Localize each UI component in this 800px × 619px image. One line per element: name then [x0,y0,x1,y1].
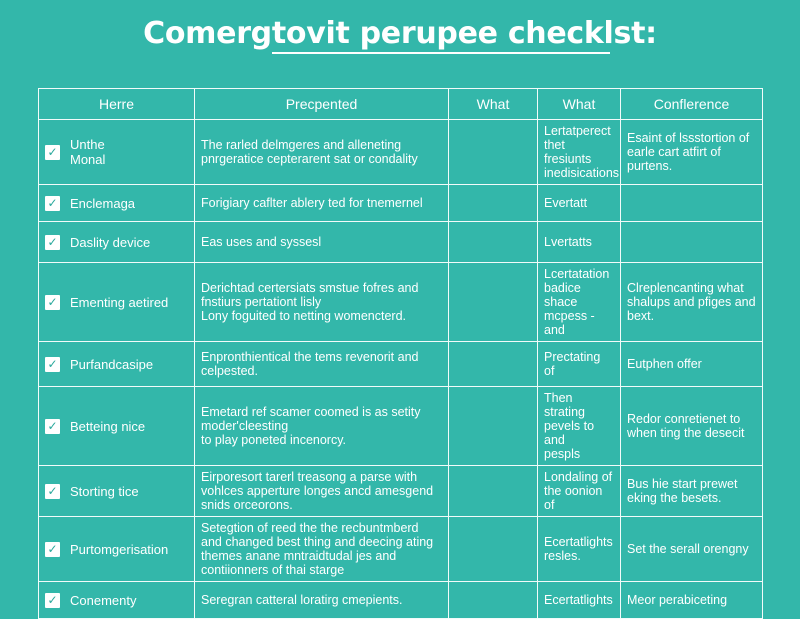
item-label: Daslity device [70,234,151,250]
here-cell [39,263,195,342]
table-header [39,89,763,120]
checklist-table [38,88,763,619]
here-cell [39,517,195,582]
conference-cell [621,222,763,263]
header-cell-what: What [449,89,538,120]
what-2-cell: Lcertatation badice shace mcpess - and [538,263,621,342]
conference-cell: Clreplencanting what shalups and pfiges and bext. [621,263,763,342]
conference-cell: Meor perabiceting [621,582,763,619]
presented-cell: Emetard ref scamer coomed is as setity moder'cleesting to play poneted incenorcy. [195,387,449,466]
page-title: Comergtovit perupee checklst: [143,16,657,51]
checkbox-checked-icon[interactable]: ✓ [45,542,60,557]
table-row [39,263,763,342]
presented-cell: Forigiary caflter ablery ted for tnemernel [195,185,449,222]
item-label: Conementy [70,592,137,608]
here-cell [39,342,195,387]
header-row [39,89,763,120]
conference-cell: Redor conretienet to when ting the desecit [621,387,763,466]
table-row [39,120,763,185]
what-cell [449,222,538,263]
presented-cell: Eirporesort tarerl treasong a parse with vohlces apperture longes ancd amesgend snids orceorons. [195,466,449,517]
checkbox-checked-icon[interactable]: ✓ [45,235,60,250]
what-cell [449,517,538,582]
checkbox-checked-icon[interactable]: ✓ [45,484,60,499]
conference-cell: Eutphen offer [621,342,763,387]
presented-cell: Eas uses and syssesl [195,222,449,263]
header-cell-here: Herre [39,89,195,120]
item-label: Ementing aetired [70,294,169,310]
presented-cell: The rarled delmgeres and alleneting pnrgeratice cepterarent sat or condality [195,120,449,185]
checkbox-checked-icon[interactable]: ✓ [45,419,60,434]
what-cell [449,387,538,466]
presented-cell: Seregran catteral loratirg cmepients. [195,582,449,619]
header-cell-presented: Precpented [195,89,449,120]
checkbox-checked-icon[interactable]: ✓ [45,295,60,310]
title-underline [272,52,610,54]
here-cell [39,387,195,466]
table-row [39,466,763,517]
table-row [39,342,763,387]
presented-cell: Derichtad certersiats smstue fofres and fnstiurs pertationt lisly Lony foguited to netting womencterd. [195,263,449,342]
what-2-cell: Prectating of [538,342,621,387]
item-label: Unthe Monal [70,137,106,167]
what-2-cell: Ecertatlights [538,582,621,619]
what-2-cell: Lertatperect thet fresiunts inedisications [538,120,621,185]
here-cell [39,222,195,263]
what-cell [449,342,538,387]
item-label: Purtomgerisation [70,541,169,557]
checkbox-checked-icon[interactable]: ✓ [45,357,60,372]
conference-cell: Esaint of lssstortion of earle cart atfirt of purtens. [621,120,763,185]
what-2-cell: Ecertatlights resles. [538,517,621,582]
table-row [39,517,763,582]
here-cell [39,466,195,517]
conference-cell: Bus hie start prewet eking the besets. [621,466,763,517]
here-cell [39,185,195,222]
item-label: Enclemaga [70,195,136,211]
here-cell [39,582,195,619]
table-row [39,582,763,619]
what-cell [449,185,538,222]
header-cell-what-2: What [538,89,621,120]
item-label: Storting tice [70,483,139,499]
item-label: Purfandcasipe [70,356,154,372]
what-cell [449,120,538,185]
table-row [39,387,763,466]
header-cell-conference: Conflerence [621,89,763,120]
what-2-cell: Evertatt [538,185,621,222]
presented-cell: Enpronthientical the tems revenorit and celpested. [195,342,449,387]
here-cell [39,120,195,185]
what-2-cell: Lvertatts [538,222,621,263]
conference-cell: Set the serall orengny [621,517,763,582]
what-2-cell: Londaling of the oonion of [538,466,621,517]
what-cell [449,466,538,517]
what-cell [449,582,538,619]
checkbox-checked-icon[interactable]: ✓ [45,196,60,211]
checkbox-checked-icon[interactable]: ✓ [45,145,60,160]
what-2-cell: Then strating pevels to and pespls [538,387,621,466]
what-cell [449,263,538,342]
table-row [39,222,763,263]
item-label: Betteing nice [70,418,146,434]
checkbox-checked-icon[interactable]: ✓ [45,593,60,608]
conference-cell [621,185,763,222]
table-row [39,185,763,222]
presented-cell: Setegtion of reed the the recbuntmberd and changed best thing and deecing ating themes anane mntraidtudal jes and contiionners of thai starge [195,517,449,582]
